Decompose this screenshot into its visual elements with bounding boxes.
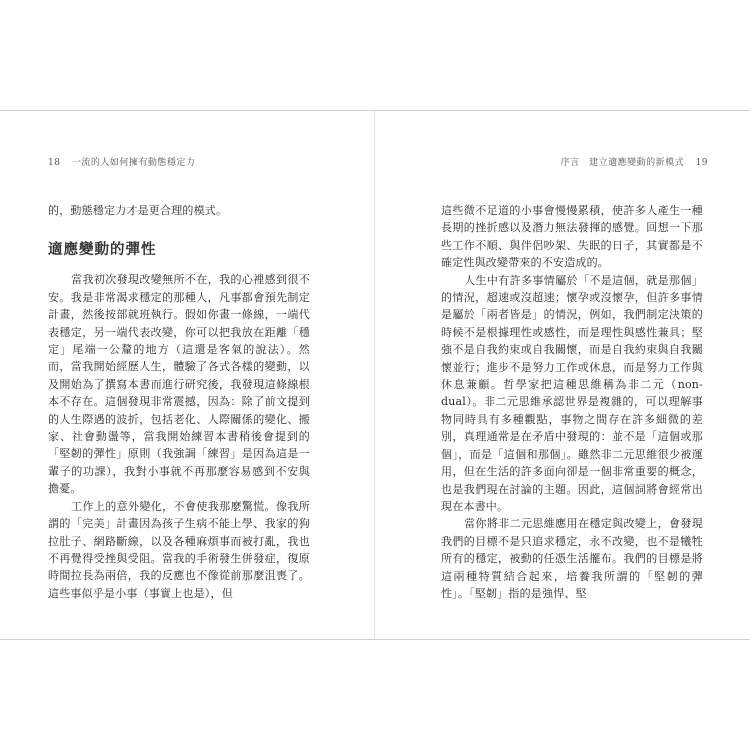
right-paragraph-2: 人生中有許多事情屬於「不是這個，就是那個」的情況，超速或沒超速；懷孕或沒懷孕，但許多事情是屬於「兩者皆是」的情況，例如，我們制定決策的時候不是根據理性或感性，而是理性與感性兼具；堅強不是自我約束或自我關懷，而是自我約束與自我關懷並行；進步不是努力工作或休息，而是努力工作與休息兼顧。哲學家把這種思維稱為非二元（non-dual）。非二元思維承認世界是複雜的，可以理解事物同時具有多種觀點，事物之間存在許多細微的差別，真理通常是在矛盾中發現的：並不是「這個或那個」，而是「這個和那個」。雖然非二元思維很少被運用，但在生活的許多面向卻是一個非常重要的概念，也是我們現在討論的主題。因此，這個詞將會經常出現在本書中。: [441, 273, 703, 513]
book-spread: [0, 110, 750, 640]
section-heading: 適應變動的彈性: [48, 241, 157, 259]
left-paragraph-2: 工作上的意外變化，不會使我那麼驚慌。像我所謂的「完美」計畫因為孩子生病不能上學、我家的狗拉肚子、網路斷線，以及各種麻煩事而被打亂，我也不再覺得受挫與受阻。當我的手術發生併發症，復原時間拉長為兩倍，我的反應也不像從前那麼沮喪了。這些事似乎是小事（事實上也是），但: [48, 499, 310, 600]
left-opening-line: 的，動態穩定力才是更合理的模式。: [48, 204, 228, 217]
left-running-head-title: 一流的人如何擁有動態穩定力: [71, 158, 196, 168]
right-paragraph-3: 當你將非二元思維應用在穩定與改變上，會發現我們的目標不是只追求穩定，永不改變，也不是犧牲所有的穩定，被動的任憑生活擺布。我們的目標是將這兩種特質結合起來，培養我所謂的「堅韌的彈性」。「堅韌」指的是強悍、堅: [441, 517, 703, 600]
right-page-number: 19: [695, 158, 708, 168]
right-page-body: [441, 202, 703, 602]
right-running-head-title: 序言 建立適應變動的新模式: [560, 158, 685, 168]
left-page-number: 18: [48, 158, 61, 168]
right-paragraph-1: 這些微不足道的小事會慢慢累積，使許多人產生一種長期的挫折感以及潛力無法發揮的感覺。回想一下那些工作不順、與伴侶吵架、失眠的日子，其實都是不確定性與改變帶來的不安造成的。: [441, 204, 703, 270]
left-paragraph-1: 當我初次發現改變無所不在，我的心裡感到很不安。我是非常渴求穩定的那種人，凡事都會預先制定計畫，然後按部就班執行。假如你畫一條線，一端代表穩定，另一端代表改變，你可以把我放在距離「穩定」尾端一公釐的地方（這還是客氣的說法）。然而，當我開始經歷人生，體驗了各式各樣的變動，以及開始為了撰寫本書而進行研究後，我發現這條線根本不存在。這個發現非常震撼，因為：除了前文提到的人生際遇的波折，包括老化、人際關係的變化、搬家、社會動盪等，當我開始練習本書稍後會提到的「堅韌的彈性」原則（我強調「練習」是因為這是一輩子的功課），我對小事就不再那麼容易感到不安與擔憂。: [48, 273, 310, 496]
left-page-body: [48, 202, 310, 602]
left-running-header: [48, 155, 195, 168]
left-page: [0, 111, 375, 639]
right-running-header: [561, 155, 708, 168]
right-page: [375, 111, 750, 639]
